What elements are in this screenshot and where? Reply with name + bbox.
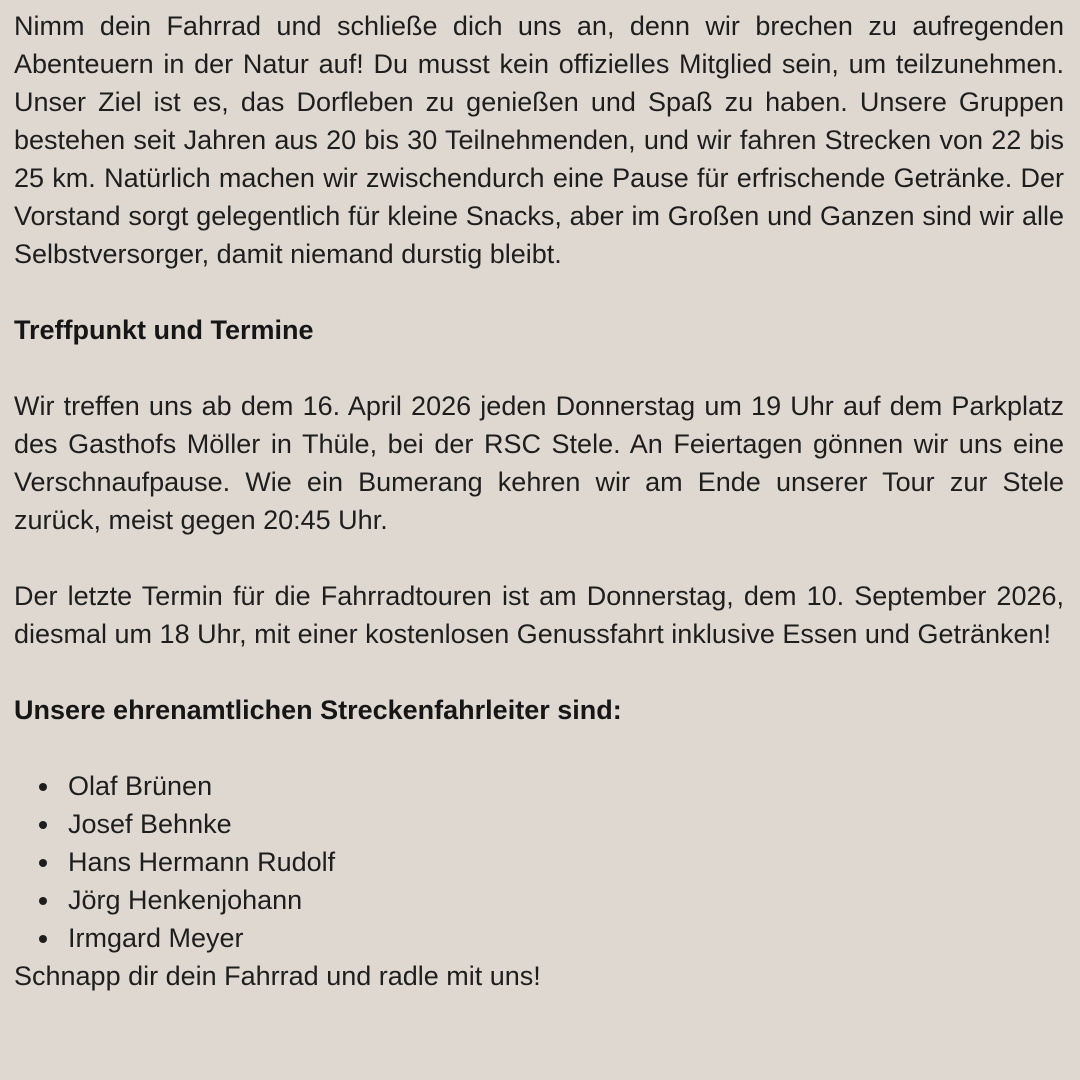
final-date-paragraph: Der letzte Termin für die Fahrradtouren ist am Donnerstag, dem 10. September 2026, diesmal um 18 Uhr, mit einer kostenlosen Genussfahrt inklusive Essen und Getränken! (14, 581, 1064, 649)
list-item: • Hans Hermann Rudolf (62, 843, 1064, 881)
meeting-heading: Treffpunkt und Termine (14, 315, 314, 345)
list-item: • Irmgard Meyer (62, 919, 1064, 957)
leaders-list (14, 767, 1064, 957)
meeting-paragraph: Wir treffen uns ab dem 16. April 2026 jeden Donnerstag um 19 Uhr auf dem Parkplatz des Gasthofs Möller in Thüle, bei der RSC Stele. An Feiertagen gönnen wir uns eine Verschnaufpause. Wie ein Bumerang kehren wir am Ende unserer Tour zur Stele zurück, meist gegen 20:45 Uhr. (14, 391, 1064, 535)
list-item: • Olaf Brünen (62, 767, 1064, 805)
closing-line: Schnapp dir dein Fahrrad und radle mit uns! (14, 961, 541, 991)
leaders-heading: Unsere ehrenamtlichen Streckenfahrleiter sind: (14, 695, 622, 725)
list-item: • Jörg Henkenjohann (62, 881, 1064, 919)
list-item: • Josef Behnke (62, 805, 1064, 843)
intro-paragraph: Nimm dein Fahrrad und schließe dich uns an, denn wir brechen zu aufregenden Abenteuern in der Natur auf! Du musst kein offizielles Mitglied sein, um teilzunehmen. Unser Ziel ist es, das Dorfleben zu genießen und Spaß zu haben. Unsere Gruppen bestehen seit Jahren aus 20 bis 30 Teilnehmenden, und wir fahren Strecken von 22 bis 25 km. Natürlich machen wir zwischendurch eine Pause für erfrischende Getränke. Der Vorstand sorgt gelegentlich für kleine Snacks, aber im Großen und Ganzen sind wir alle Selbstversorger, damit niemand durstig bleibt. (14, 11, 1064, 269)
